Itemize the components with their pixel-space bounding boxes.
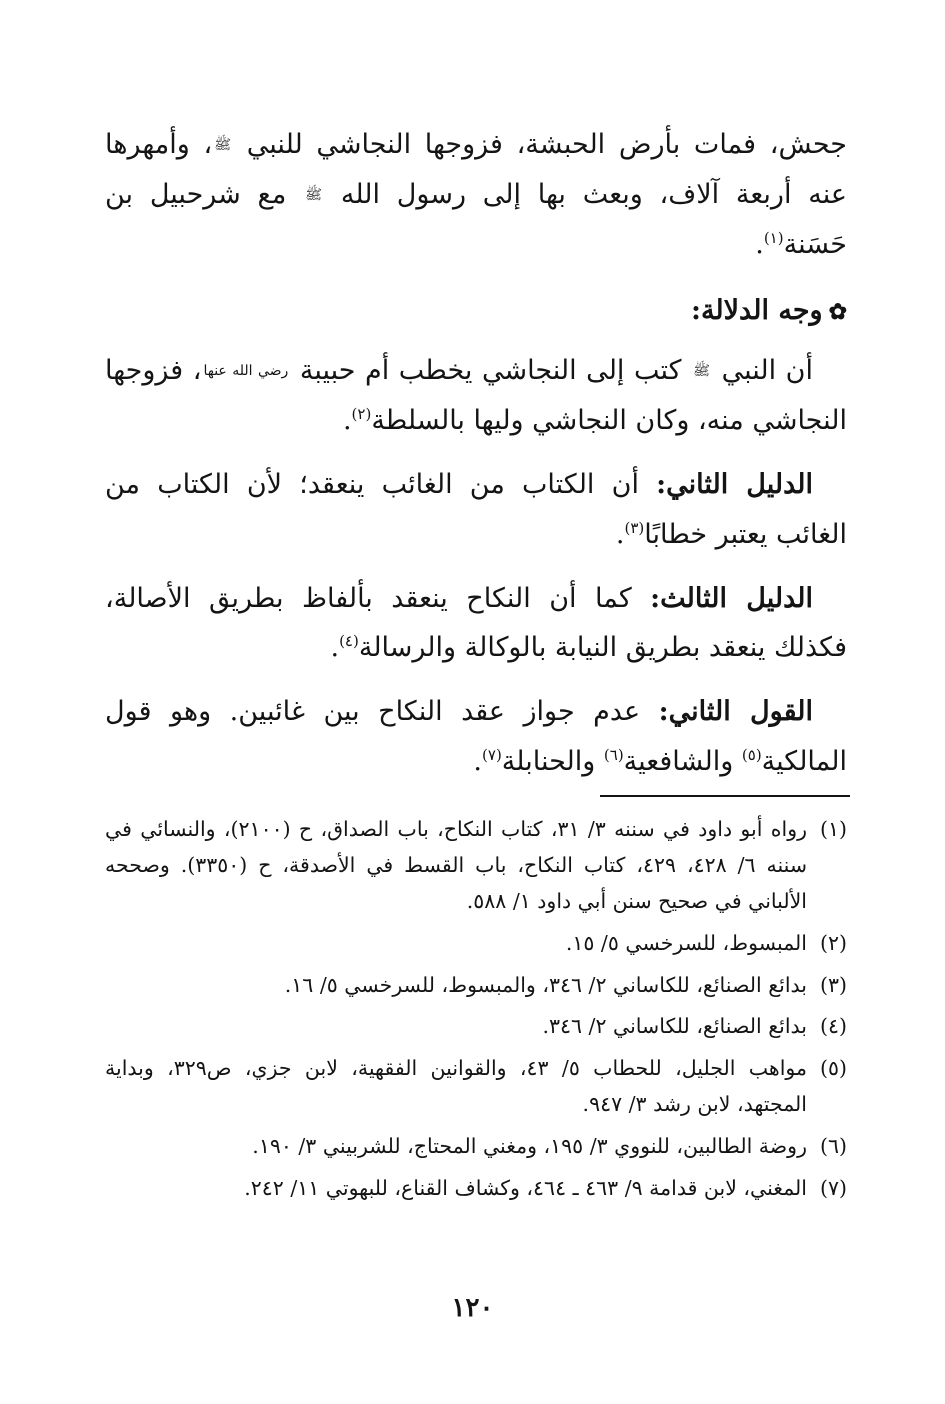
text-span: والشافعية	[623, 746, 742, 778]
paragraph-third-evidence	[105, 574, 847, 674]
text-span: والحنابلة	[501, 746, 604, 778]
footnote-text: روضة الطالبين، للنووي ٣/ ١٩٥، ومغني المحتاج، للشربيني ٣/ ١٩٠.	[252, 1134, 807, 1158]
text-span: كتب إلى النجاشي يخطب أم حبيبة	[299, 354, 682, 386]
footnote-number: (٤)	[819, 1014, 847, 1039]
footnote-ref-2[interactable]: (٢)	[351, 404, 372, 423]
footnote-ref-1[interactable]: (١)	[763, 228, 784, 247]
second-evidence-label: الدليل الثاني:	[656, 468, 813, 500]
text-span: أن النبي	[721, 354, 813, 386]
footnote-ref-4[interactable]: (٤)	[339, 632, 359, 651]
prophet-honorific-icon: ﷺ	[214, 137, 232, 153]
footnote-number: (٢)	[819, 930, 847, 955]
footnote-ref-7[interactable]: (٧)	[482, 746, 502, 765]
footnote-ref-5[interactable]: (٥)	[741, 746, 762, 765]
text-span: كما أن النكاح ينعقد بألفاظ بطريق الأصالة، فكذلك ينعقد بطريق النيابة بالوكالة والرسالة	[105, 582, 847, 664]
footnote-text: المبسوط، للسرخسي ٥/ ١٥.	[565, 930, 807, 955]
third-evidence-label: الدليل الثالث:	[650, 582, 813, 614]
footnote-item	[105, 1129, 847, 1165]
footnote-item	[105, 926, 847, 962]
section-heading	[105, 286, 847, 336]
text-span: .	[330, 632, 340, 664]
main-text	[105, 120, 847, 801]
text-span: .	[615, 518, 625, 550]
footnote-text: المغني، لابن قدامة ٩/ ٤٦٣ ـ ٤٦٤، وكشاف القناع، للبهوتي ١١/ ٢٤٢.	[244, 1175, 807, 1200]
footnote-text: رواه أبو داود في سننه ٣/ ٣١، كتاب النكاح، باب الصداق، ح (٢١٠٠)، والنسائي في سننه ٦/ ٤٢٨، ٤٢٩، كتاب النكاح، باب القسط في الأصدقة، ح (٣٣٥٠). وصححه الألباني في صحيح سنن أبي داود ١/ ٥٨٨.	[105, 817, 807, 913]
footnotes	[105, 812, 847, 1213]
footnote-text: بدائع الصنائع، للكاساني ٢/ ٣٤٦، والمبسوط، للسرخسي ٥/ ١٦.	[284, 972, 807, 997]
footnote-text: مواهب الجليل، للحطاب ٥/ ٤٣، والقوانين الفقهية، لابن جزي، ص٣٢٩، وبداية المجتهد، لابن رشد ٣/ ٩٤٧.	[105, 1056, 808, 1117]
footnote-number: (١)	[819, 817, 847, 841]
prophet-honorific-icon: ﷺ	[693, 362, 710, 379]
flower-ornament-icon: ✿	[828, 298, 847, 325]
footnote-number: (٥)	[819, 1056, 847, 1081]
text-span: جحش، فمات بأرض الحبشة، فزوجها النجاشي للنبي	[246, 129, 847, 160]
second-opinion-label: القول الثاني:	[658, 696, 813, 728]
footnote-ref-6[interactable]: (٦)	[603, 746, 624, 765]
text-span: عدم جواز عقد النكاح بين غائبين. وهو قول المالكية	[105, 696, 847, 778]
footnote-item	[105, 812, 847, 920]
footnote-separator	[600, 795, 850, 797]
text-span: .	[342, 404, 352, 436]
text-span: أن الكتاب من الغائب ينعقد؛ لأن الكتاب من الغائب يعتبر خطابًا	[105, 468, 847, 550]
page-number: ١٢٠	[451, 1293, 494, 1323]
footnote-item	[105, 1171, 847, 1207]
footnote-number: (٦)	[819, 1134, 847, 1158]
sahabiyya-honorific-icon: رضي الله عنها	[203, 362, 289, 379]
text-span: .	[473, 746, 483, 778]
footnote-text: بدائع الصنائع، للكاساني ٢/ ٣٤٦.	[542, 1014, 807, 1039]
prophet-honorific-icon: ﷺ	[305, 186, 323, 203]
text-span: .	[755, 228, 764, 260]
paragraph-second-opinion	[105, 687, 847, 787]
footnote-item	[105, 1009, 847, 1045]
paragraph-evidence-point	[105, 346, 847, 446]
footnote-number: (٧)	[819, 1175, 847, 1200]
text-span: مع شرحبيل بن حَسَنة	[105, 178, 847, 260]
footnote-number: (٣)	[819, 972, 847, 997]
text-span: ، وأمهرها عنه أربعة آلاف، وبعث بها إلى رسول الله	[105, 129, 847, 210]
footnote-item	[105, 1051, 847, 1123]
footnote-ref-3[interactable]: (٣)	[624, 518, 645, 537]
text-span: ، فزوجها النجاشي منه، وكان النجاشي وليها بالسلطة	[105, 354, 847, 436]
paragraph-second-evidence	[105, 460, 847, 560]
footnote-item	[105, 968, 847, 1004]
heading-label: وجه الدلالة:	[690, 294, 823, 326]
paragraph-hadith-narration	[105, 120, 847, 270]
